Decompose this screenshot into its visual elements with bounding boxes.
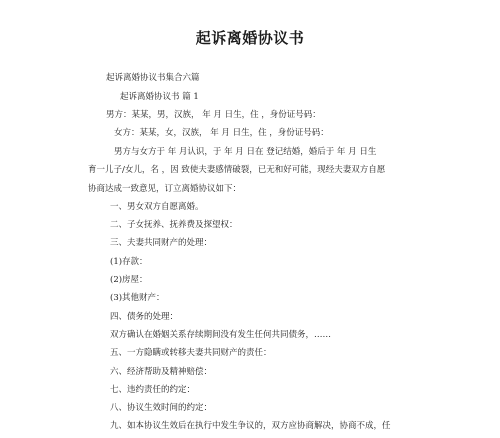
paragraph-line: 双方确认在婚姻关系存续期间没有发生任何共同债务，…… [110, 330, 332, 340]
paragraph-line: 女方：某某，女，汉族， 年 月 日生，住 ，身份证号码： [114, 128, 329, 138]
paragraph-line: 八、协议生效时间的约定： [110, 403, 213, 413]
paragraph-line: 四、债务的处理： [110, 312, 179, 322]
paragraph-line: 七、违约责任的约定： [110, 385, 196, 395]
paragraph-line: (2)房屋： [110, 275, 148, 285]
paragraph-line: 一、男女双方自愿离婚。 [110, 202, 204, 212]
paragraph-line: 男方：某某，男，汉族， 年 月 日生，住 ，身份证号码： [106, 110, 321, 120]
document-title: 起诉离婚协议书 [195, 29, 305, 47]
collection-heading: 起诉离婚协议书集合六篇 [106, 73, 200, 83]
paragraph-line: 三、夫妻共同财产的处理： [110, 238, 213, 248]
paragraph-line: (1)存款： [110, 257, 148, 267]
paragraph-line: 二、子女抚养、抚养费及探望权： [110, 220, 238, 230]
paragraph-line: 育一儿子/女儿，名 ，因 致使夫妻感情破裂，已无和好可能，现经夫妻双方自愿 [88, 165, 386, 175]
paragraph-line: 协商达成一致意见，订立离婚协议如下： [88, 184, 242, 194]
paragraph-line: 九、如本协议生效后在执行中发生争议的，双方应协商解决，协商不成，任 [110, 421, 391, 431]
paragraph-line: (3)其他财产： [110, 293, 165, 303]
article-heading: 起诉离婚协议书 篇 1 [120, 92, 199, 102]
paragraph-line: 男方与女方于 年 月认识，于 年 月 日在 登记结婚，婚后于 年 月 日生 [114, 147, 377, 157]
paragraph-line: 六、经济帮助及精神赔偿： [110, 367, 213, 377]
paragraph-line: 五、一方隐瞒或转移夫妻共同财产的责任： [110, 348, 272, 358]
